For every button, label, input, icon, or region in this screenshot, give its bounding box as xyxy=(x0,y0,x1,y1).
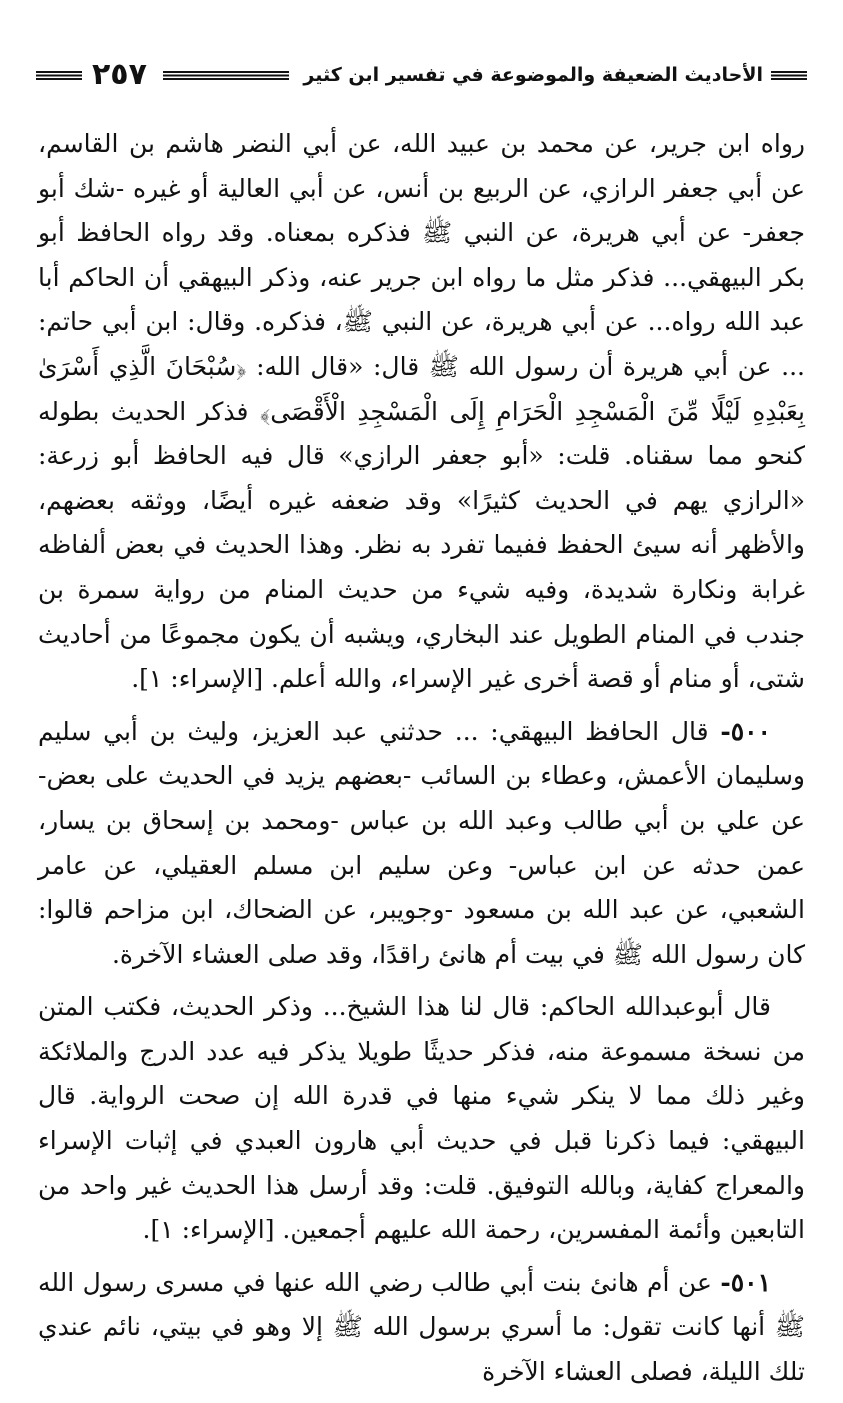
header-rule-middle xyxy=(163,71,289,80)
hadith-number: ٥٠١- xyxy=(720,1267,772,1297)
paragraph xyxy=(38,710,805,978)
paragraph xyxy=(38,122,805,702)
book-title: الأحاديث الضعيفة والموضوعة في تفسير ابن كثير xyxy=(303,63,763,86)
paragraph-text: قال أبوعبدالله الحاكم: قال لنا هذا الشيخ... وذكر الحديث، فكتب المتن من نسخة مسموعة منه، فذكر حديثًا طويلا يذكر فيه عدد الدرج والملائكة وغير ذلك مما لا ينكر شيء منها في قدرة الله إن صحت الرواية. قال البيهقي: فيما ذكرنا قبل في حديث أبي هارون العبدي في إثبات الإسراء والمعراج كفاية، وبالله التوفيق. قلت: وقد أرسل هذا الحديث غير واحد من التابعين وأئمة المفسرين، رحمة الله عليهم أجمعين. [الإسراء: ١]. xyxy=(38,992,805,1245)
page-header xyxy=(36,58,807,92)
page-number: ٢٥٧ xyxy=(92,57,147,92)
paragraph-text: رواه ابن جرير، عن محمد بن عبيد الله، عن أبي النضر هاشم بن القاسم، عن أبي جعفر الرازي، عن الربيع بن أنس، عن أبي العالية أو غيره -شك أبو جعفر- عن أبي هريرة، عن النبي ﷺ فذكره بمعناه. وقد رواه الحافظ أبو بكر البيهقي... فذكر مثل ما رواه ابن جرير عنه، وذكر البيهقي أن الحاكم أبا عبد الله رواه... عن أبي هريرة، عن النبي ﷺ، فذكره. وقال: ابن أبي حاتم: ... عن أبي هريرة أن رسول الله ﷺ قال: «قال الله: ﴿سُبْحَانَ الَّذِي أَسْرَىٰ بِعَبْدِهِ لَيْلًا مِّنَ الْمَسْجِدِ الْحَرَامِ إِلَى الْمَسْجِدِ الْأَقْصَى﴾ فذكر الحديث بطوله كنحو مما سقناه. قلت: «أبو جعفر الرازي» قال فيه الحافظ أبو زرعة: «الرازي يهم في الحديث كثيرًا» وقد ضعفه غيره أيضًا، ووثقه بعضهم، والأظهر أنه سيئ الحفظ ففيما تفرد به نظر. وهذا الحديث في بعض ألفاظه غرابة ونكارة شديدة، وفيه شيء من حديث المنام من رواية سمرة بن جندب في المنام الطويل عند البخاري، ويشبه أن يكون مجموعًا من أحاديث شتى، أو منام أو قصة أخرى غير الإسراء، والله أعلم. [الإسراء: ١]. xyxy=(38,129,805,694)
header-rule-right xyxy=(771,71,807,80)
paragraph xyxy=(38,985,805,1253)
paragraph xyxy=(38,1261,805,1395)
page-body xyxy=(38,122,805,1403)
header-rule-left xyxy=(36,71,82,80)
paragraph-text: قال الحافظ البيهقي: ... حدثني عبد العزيز، وليث بن أبي سليم وسليمان الأعمش، وعطاء بن السائب -بعضهم يزيد في الحديث على بعض- عن علي بن أبي طالب وعبد الله بن عباس -ومحمد بن إسحاق بن يسار، عمن حدثه عن ابن عباس- وعن سليم ابن مسلم العقيلي، عن عامر الشعبي، عن عبد الله بن مسعود -وجويبر، عن الضحاك، ابن مزاحم قالوا: كان رسول الله ﷺ في بيت أم هانئ راقدًا، وقد صلى العشاء الآخرة. xyxy=(38,716,805,969)
hadith-number: ٥٠٠- xyxy=(720,716,771,746)
paragraph-text: عن أم هانئ بنت أبي طالب رضي الله عنها في مسرى رسول الله ﷺ أنها كانت تقول: ما أسري برسول الله ﷺ إلا وهو في بيتي، نائم عندي تلك الليلة، فصلى العشاء الآخرة xyxy=(38,1267,805,1387)
